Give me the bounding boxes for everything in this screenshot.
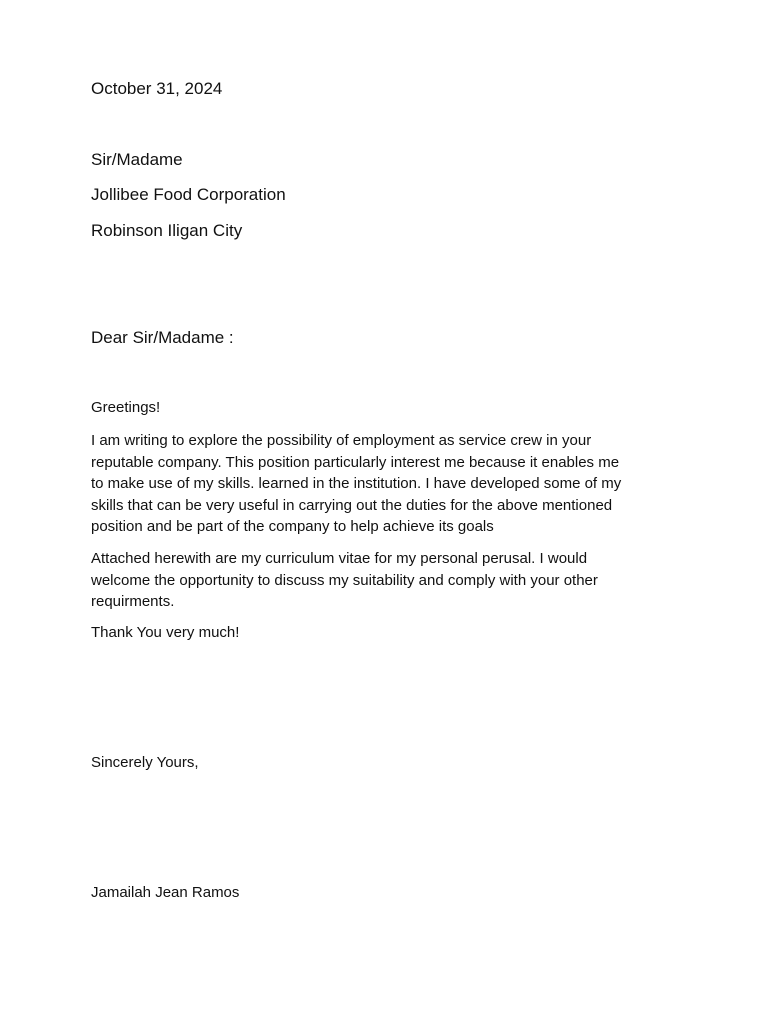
paragraph-line: position and be part of the company to help achieve its goals — [91, 518, 494, 535]
recipient-address: Robinson Iligan City — [91, 221, 243, 240]
signature-name: Jamailah Jean Ramos — [91, 884, 240, 901]
paragraph-line: welcome the opportunity to discuss my suitability and comply with your other — [91, 571, 598, 589]
paragraph-line: Attached herewith are my curriculum vitae for my personal perusal. I would — [91, 550, 588, 567]
body-paragraph-1 — [91, 430, 691, 538]
letter-opening: Greetings! — [91, 399, 161, 416]
body-paragraph-2 — [91, 548, 691, 613]
recipient-company: Jollibee Food Corporation — [91, 185, 286, 204]
paragraph-line: to make use of my skills. learned in the institution. I have developed some of my — [91, 475, 622, 492]
letter-date: October 31, 2024 — [91, 79, 223, 98]
recipient-salutation: Sir/Madame — [91, 150, 183, 169]
letter-closing: Sincerely Yours, — [91, 754, 199, 771]
letter-thanks: Thank You very much! — [91, 624, 240, 641]
letter-greeting: Dear Sir/Madame : — [91, 328, 234, 347]
paragraph-line: requirments. — [91, 593, 175, 610]
paragraph-line: reputable company. This position particularly interest me because it enables me — [91, 453, 620, 471]
paragraph-line: I am writing to explore the possibility of employment as service crew in your — [91, 432, 592, 449]
paragraph-line: skills that can be very useful in carrying out the duties for the above mentioned — [91, 496, 613, 514]
